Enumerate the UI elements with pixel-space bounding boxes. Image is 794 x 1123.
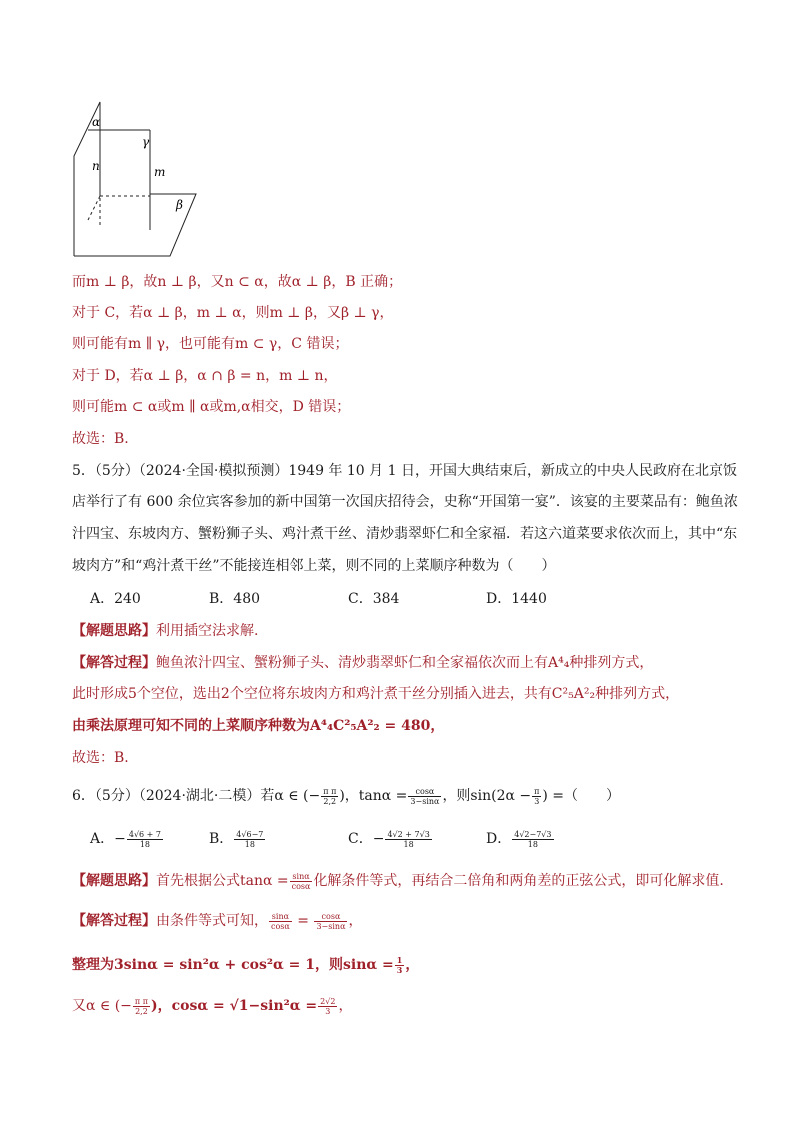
q6-option-b-num: 4√6−7 bbox=[236, 829, 264, 839]
q5-proc-line-1 bbox=[72, 653, 653, 673]
q6-option-c-letter: C． bbox=[348, 831, 373, 847]
q6-option-b bbox=[209, 826, 266, 852]
q6-option-b-frac bbox=[234, 830, 265, 849]
q6-option-a-den: 18 bbox=[139, 839, 151, 849]
q6-option-a-frac bbox=[127, 830, 163, 849]
q5-idea-tag: 【解题思路】 bbox=[72, 623, 156, 639]
q5-stem-line-1: 5．（5分）（2024·全国·模拟预测）1949 年 10 月 1 日，开国大典结束后，新成立的中央人民政府在北京饭 bbox=[72, 463, 737, 479]
prev-solution-line-4: 对于 D，若α ⊥ β，α ∩ β = n，m ⊥ n， bbox=[72, 368, 338, 384]
q6-proc-line-3 bbox=[72, 993, 352, 1019]
q5-stem-line-3: 汁四宝、东坡肉方、蟹粉狮子头、鸡汁煮干丝、清炒翡翠虾仁和全家福．若这六道菜要求依次而上，其中“东 bbox=[72, 526, 738, 542]
prev-solution-line-1: 而m ⊥ β，故n ⊥ β，又n ⊂ α，故α ⊥ β，B 正确； bbox=[72, 274, 403, 290]
q6-proc1-pre: 由条件等式可知， bbox=[156, 913, 268, 929]
prev-solution-line-3: 则可能有m ∥ γ，也可能有m ⊂ γ，C 错误； bbox=[72, 336, 349, 352]
q5-option-d: D．1440 bbox=[486, 591, 547, 607]
q5-proc-text-1: 鲍鱼浓汁四宝、蟹粉狮子头、清炒翡翠虾仁和全家福依次而上有A⁴₄种排列方式， bbox=[156, 655, 654, 671]
q6-option-a-num: 4√6 + 7 bbox=[128, 829, 162, 839]
q6-range-frac bbox=[321, 787, 338, 806]
q6-proc-tag: 【解答过程】 bbox=[72, 913, 156, 929]
q6-idea-frac bbox=[290, 872, 313, 891]
q6-proc2-den: 3 bbox=[396, 964, 403, 975]
q5-stem-line-4: 坡肉方”和“鸡汁煮干丝”不能接连相邻上菜，则不同的上菜顺序种数为（ ） bbox=[72, 558, 556, 574]
q6-proc2-frac bbox=[395, 956, 405, 975]
label-beta: β bbox=[176, 198, 183, 212]
q6-idea bbox=[72, 869, 724, 893]
q5-option-b: B．480 bbox=[209, 591, 261, 607]
q6-option-d-num: 4√2−7√3 bbox=[514, 829, 552, 839]
q6-option-d bbox=[486, 826, 555, 852]
prev-solution-answer: 故选：B. bbox=[72, 431, 129, 447]
q6-proc1-f1-den: cosα bbox=[271, 921, 290, 931]
q6-proc2-pre: 整理为3sinα = sin²α + cos²α = 1，则sinα = bbox=[72, 957, 394, 973]
q5-proc-tag: 【解答过程】 bbox=[72, 655, 156, 671]
q6-option-c-frac bbox=[385, 830, 431, 849]
dashed-diag bbox=[88, 196, 100, 220]
q6-option-d-den: 18 bbox=[527, 839, 538, 849]
q6-proc3-range-num: π π bbox=[134, 996, 148, 1006]
q6-proc1-f1-num: sinα bbox=[269, 912, 292, 922]
q6-pi3-frac bbox=[532, 787, 541, 806]
q6-proc1-end: ， bbox=[348, 913, 363, 929]
q6-option-c-den: 18 bbox=[403, 839, 414, 849]
q6-proc-line-2 bbox=[72, 953, 419, 977]
plane-figure bbox=[66, 96, 206, 260]
q6-option-a-sign: − bbox=[114, 831, 126, 847]
q6-idea-num: sinα bbox=[290, 872, 313, 882]
q6-option-c-num: 4√2 + 7√3 bbox=[387, 829, 430, 839]
q5-idea-text: 利用插空法求解. bbox=[156, 623, 259, 639]
q6-stem bbox=[72, 783, 620, 809]
q6-tan-den: 3−sinα bbox=[410, 796, 440, 806]
q6-proc2-end: ， bbox=[405, 957, 420, 973]
q6-option-d-letter: D． bbox=[486, 831, 512, 847]
q6-stem-cond: ，则sin(2α − bbox=[442, 788, 532, 804]
q5-option-c: C．384 bbox=[348, 591, 400, 607]
q6-option-b-den: 18 bbox=[244, 839, 255, 849]
q6-proc3-end: ， bbox=[338, 998, 353, 1014]
q6-option-c-sign: − bbox=[372, 831, 385, 847]
q6-pi3-num: π bbox=[534, 786, 540, 796]
q6-option-a bbox=[90, 826, 164, 852]
q6-proc1-frac1 bbox=[269, 912, 292, 931]
q6-range-num: π π bbox=[323, 786, 337, 796]
prev-solution-line-5: 则可能m ⊂ α或m ∥ α或m,α相交，D 错误； bbox=[72, 399, 351, 415]
q6-option-c bbox=[348, 826, 433, 852]
q6-proc3-range-frac bbox=[133, 997, 150, 1016]
q6-pi3-den: 3 bbox=[534, 796, 540, 806]
q5-proc-line-2: 此时形成5个空位，选出2个空位将东坡肉方和鸡汁煮干丝分别插入进去，共有C²₅A²₂种排列方式， bbox=[72, 686, 680, 702]
q5-answer: 故选：B. bbox=[72, 750, 129, 766]
q6-tan-num: cosα bbox=[408, 787, 441, 797]
q6-proc3-pre: 又α ∈ (− bbox=[72, 998, 132, 1014]
q6-proc3-frac bbox=[318, 997, 337, 1016]
q6-proc3-den: 3 bbox=[325, 1006, 331, 1016]
q6-proc1-f2-den: 3−sinα bbox=[316, 921, 346, 931]
q6-option-d-frac bbox=[512, 830, 553, 849]
label-m: m bbox=[154, 165, 166, 179]
q6-option-a-letter: A． bbox=[90, 831, 115, 847]
q6-proc3-num: 2√2 bbox=[320, 996, 336, 1006]
q6-proc-line-1 bbox=[72, 909, 362, 933]
q6-range-den: 2,2 bbox=[323, 796, 337, 806]
q6-proc3-mid: )，cosα = √1−sin²α = bbox=[150, 998, 318, 1014]
q6-stem-end: ) =（ ） bbox=[542, 788, 621, 804]
q6-idea-tag: 【解题思路】 bbox=[72, 873, 156, 889]
q6-tan-frac bbox=[408, 787, 441, 806]
q5-option-a: A．240 bbox=[90, 591, 141, 607]
q5-idea bbox=[72, 621, 258, 641]
q6-proc3-range-den: 2,2 bbox=[135, 1006, 148, 1016]
label-alpha: α bbox=[92, 115, 101, 129]
q6-stem-mid: )，tanα = bbox=[339, 788, 408, 804]
q6-option-b-letter: B． bbox=[209, 831, 234, 847]
label-gamma: γ bbox=[142, 135, 150, 149]
label-n: n bbox=[92, 159, 100, 173]
q6-stem-pre: 6．（5分）（2024·湖北·二模）若α ∈ (− bbox=[72, 788, 321, 804]
q6-idea-den: cosα bbox=[291, 881, 311, 891]
q6-proc1-eq: = bbox=[292, 913, 314, 929]
q6-proc1-f2-num: cosα bbox=[314, 912, 347, 922]
q6-idea-post: 化解条件等式，再结合二倍角和两角差的正弦公式，即可化解求值. bbox=[313, 873, 724, 889]
q5-stem-line-2: 店举行了有 600 余位宾客参加的新中国第一次国庆招待会，史称“开国第一宴”．该宴的主要菜品有：鲍鱼浓 bbox=[72, 494, 738, 510]
q6-proc1-frac2 bbox=[314, 912, 347, 931]
q5-proc-line-3: 由乘法原理可知不同的上菜顺序种数为A⁴₄C²₅A²₂ = 480， bbox=[72, 718, 445, 734]
prev-solution-line-2: 对于 C，若α ⊥ β，m ⊥ α，则m ⊥ β，又β ⊥ γ， bbox=[72, 305, 394, 321]
q6-idea-pre: 首先根据公式tanα = bbox=[156, 873, 289, 889]
q6-proc2-num: 1 bbox=[396, 954, 403, 965]
